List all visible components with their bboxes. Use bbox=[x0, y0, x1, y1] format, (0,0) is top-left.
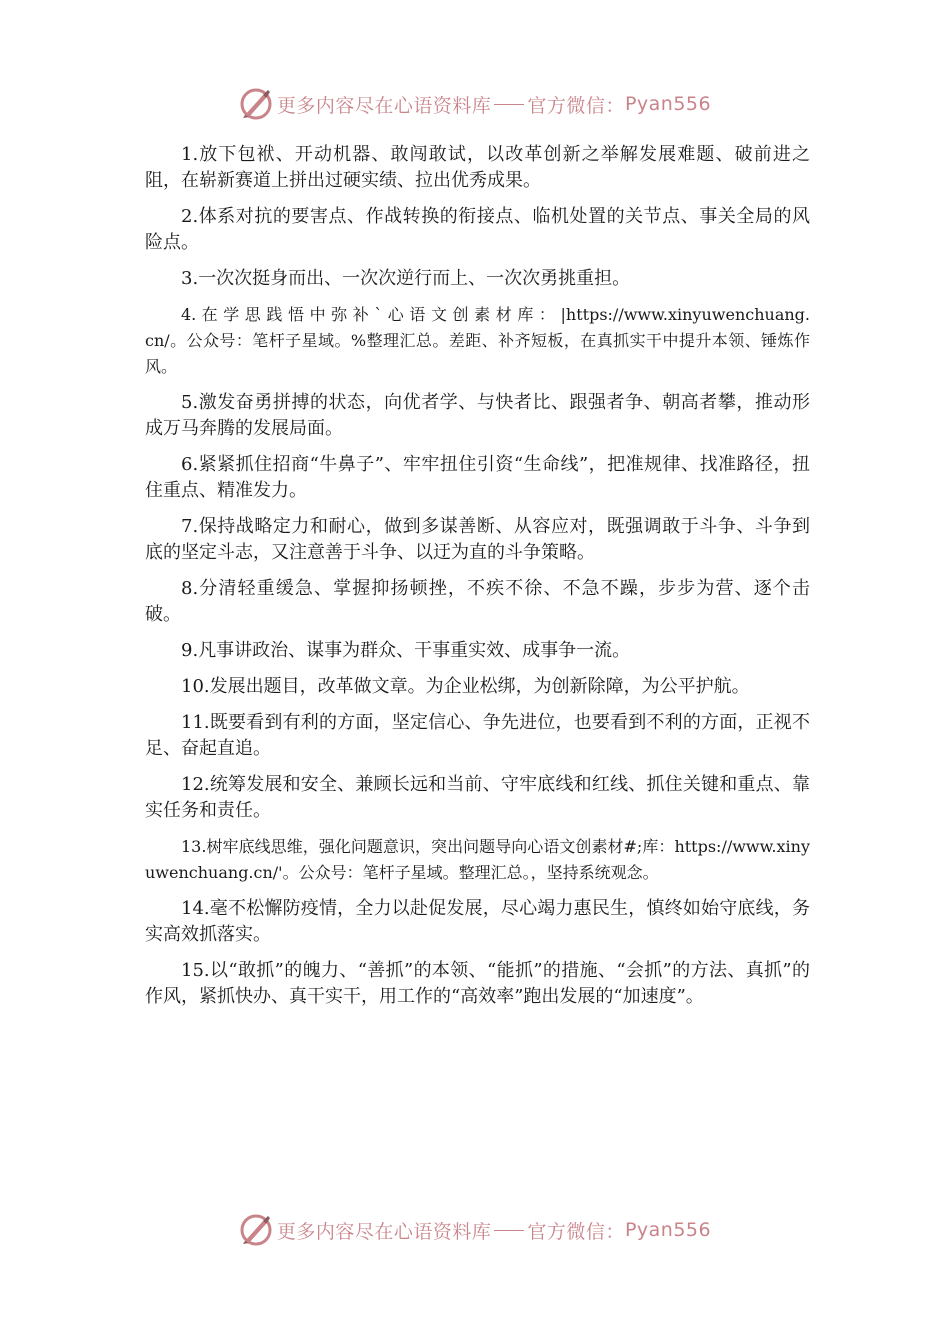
header-banner bbox=[0, 84, 950, 124]
banner-contact-id: Pyan556 bbox=[624, 93, 712, 115]
item-number: 11. bbox=[181, 712, 210, 733]
pen-logo-icon bbox=[239, 87, 273, 121]
item-text: 统筹发展和安全、兼顾长远和当前、守牢底线和红线、抓住关键和重点、靠实任务和责任。 bbox=[145, 774, 810, 821]
list-item bbox=[145, 710, 810, 762]
item-number: 6. bbox=[181, 454, 199, 475]
item-number: 15. bbox=[181, 960, 210, 981]
item-text: 保持战略定力和耐心，做到多谋善断、从容应对，既强调敢于斗争、斗争到底的坚定斗志，又注意善于斗争、以迂为直的斗争策略。 bbox=[145, 516, 810, 563]
item-number: 14. bbox=[181, 898, 210, 919]
banner-contact-label: 官方微信： bbox=[527, 1220, 625, 1243]
list-item bbox=[145, 302, 810, 380]
item-number: 7. bbox=[181, 516, 199, 537]
banner-contact-label: 官方微信： bbox=[527, 94, 625, 117]
item-number: 9. bbox=[181, 640, 199, 661]
list-item bbox=[145, 772, 810, 824]
document-body bbox=[145, 142, 810, 1020]
item-text: 在 学 思 践 悟 中 弥 补 ` 心 语 文 创 素 材 库 ： |https://www.xinyuwenchuang.cn/。公众号：笔杆子星域。%整理汇总。差距、补齐短板，在真抓实干中提升本领、锤炼作风。 bbox=[145, 305, 810, 376]
list-item bbox=[145, 896, 810, 948]
list-item bbox=[145, 674, 810, 700]
item-number: 10. bbox=[181, 676, 210, 697]
item-text: 凡事讲政治、谋事为群众、干事重实效、成事争一流。 bbox=[198, 640, 631, 661]
list-item bbox=[145, 834, 810, 886]
list-item bbox=[145, 576, 810, 628]
list-item bbox=[145, 142, 810, 194]
banner-text: 更多内容尽在心语资料库 bbox=[276, 94, 492, 117]
item-number: 8. bbox=[181, 578, 199, 599]
item-text: 激发奋勇拼搏的状态，向优者学、与快者比、跟强者争、朝高者攀，推动形成万马奔腾的发展局面。 bbox=[145, 392, 810, 439]
list-item bbox=[145, 638, 810, 664]
item-text: 以“敢抓”的魄力、“善抓”的本领、“能抓”的措施、“会抓”的方法、真抓”的作风，紧抓快办、真干实干，用工作的“高效率”跑出发展的“加速度”。 bbox=[145, 960, 810, 1007]
item-number: 5. bbox=[181, 392, 199, 413]
list-item bbox=[145, 958, 810, 1010]
item-text: 体系对抗的要害点、作战转换的衔接点、临机处置的关节点、事关全局的风险点。 bbox=[145, 206, 810, 253]
list-item bbox=[145, 204, 810, 256]
item-text: 毫不松懈防疫情，全力以赴促发展，尽心竭力惠民生，慎终如始守底线，务实高效抓落实。 bbox=[145, 898, 810, 945]
item-text: 一次次挺身而出、一次次逆行而上、一次次勇挑重担。 bbox=[198, 268, 631, 289]
list-item bbox=[145, 514, 810, 566]
banner-dash bbox=[494, 1230, 524, 1231]
item-number: 3. bbox=[181, 268, 199, 289]
list-item bbox=[145, 452, 810, 504]
item-text: 分清轻重缓急、掌握抑扬顿挫，不疾不徐、不急不躁，步步为营、逐个击破。 bbox=[145, 578, 810, 625]
item-number: 2. bbox=[181, 206, 199, 227]
item-text: 树牢底线思维，强化问题意识，突出问题导向心语文创素材#;库：https://www.xinyuwenchuang.cn/'。公众号：笔杆子星域。整理汇总。，坚持系统观念。 bbox=[145, 837, 810, 882]
item-text: 既要看到有利的方面，坚定信心、争先进位，也要看到不利的方面，正视不足、奋起直追。 bbox=[145, 712, 810, 759]
item-text: 放下包袱、开动机器、敢闯敢试，以改革创新之举解发展难题、破前进之阻，在崭新赛道上拼出过硬实绩、拉出优秀成果。 bbox=[145, 144, 810, 191]
pen-logo-icon bbox=[239, 1213, 273, 1247]
footer-banner bbox=[0, 1210, 950, 1250]
item-text: 发展出题目，改革做文章。为企业松绑，为创新除障，为公平护航。 bbox=[209, 676, 750, 697]
list-item bbox=[145, 390, 810, 442]
banner-text: 更多内容尽在心语资料库 bbox=[276, 1220, 492, 1243]
item-number: 4. bbox=[181, 305, 197, 324]
list-item bbox=[145, 266, 810, 292]
item-number: 12. bbox=[181, 774, 210, 795]
banner-contact-id: Pyan556 bbox=[624, 1219, 712, 1241]
item-number: 13. bbox=[181, 837, 207, 856]
item-text: 紧紧抓住招商“牛鼻子”、牢牢扭住引资“生命线”，把准规律、找准路径，扭住重点、精准发力。 bbox=[145, 454, 810, 501]
item-number: 1. bbox=[181, 144, 199, 165]
banner-dash bbox=[494, 104, 524, 105]
